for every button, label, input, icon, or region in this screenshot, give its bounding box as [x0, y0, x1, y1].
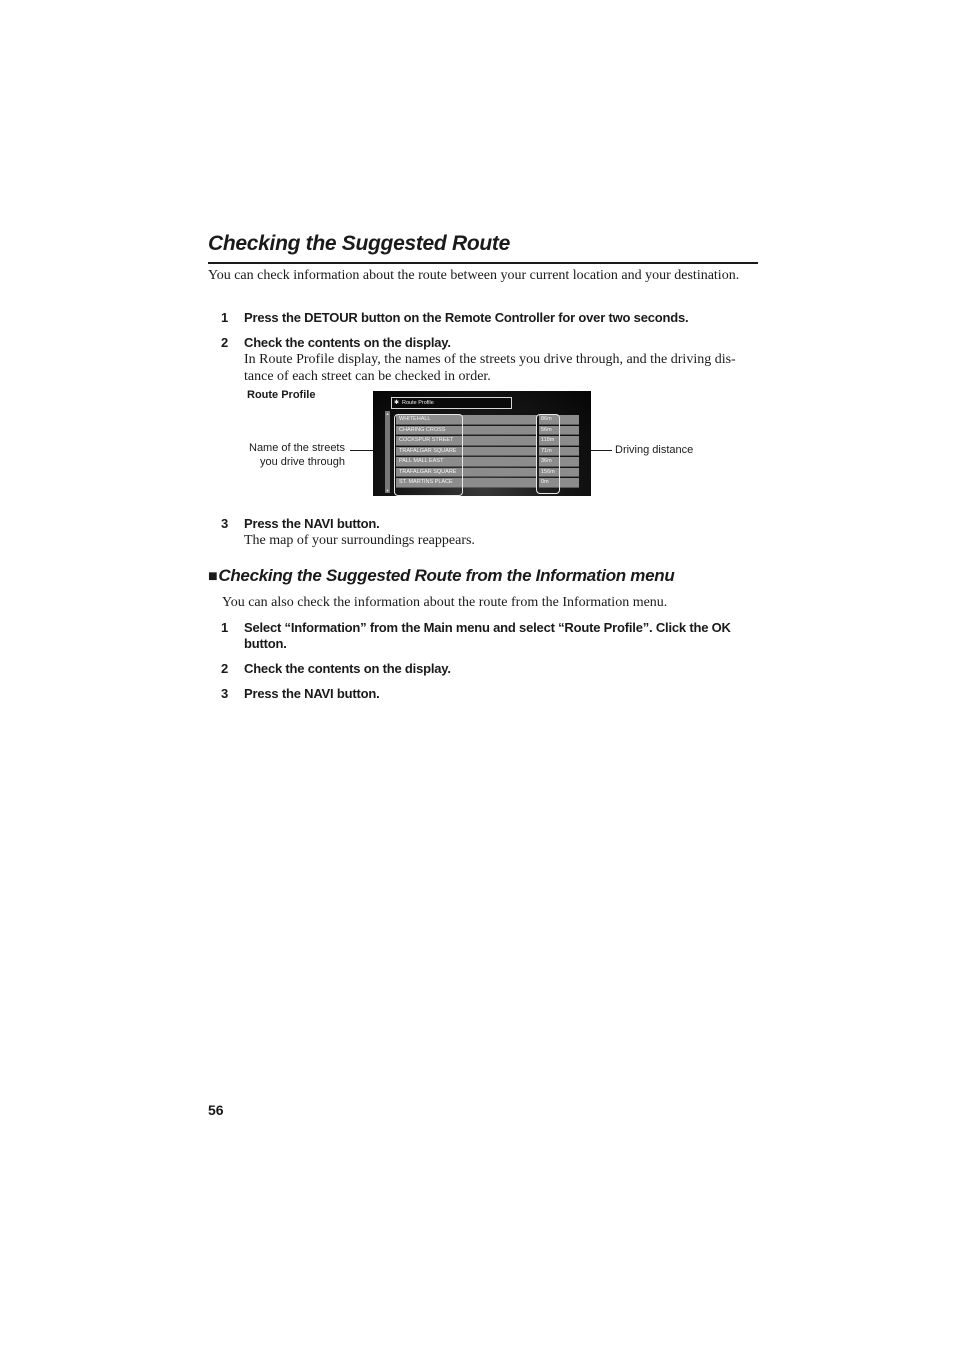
street-name: ST. MARTINS PLACE: [396, 478, 537, 488]
section-title-text: Checking the Suggested Route from the Information menu: [218, 566, 675, 585]
callout-right-label: Driving distance: [615, 444, 694, 456]
scroll-up-icon[interactable]: ▲: [385, 411, 390, 416]
route-profile-screen: [373, 391, 591, 496]
step-2-desc-line-2: tance of each street can be checked in order.: [244, 369, 491, 384]
section-title: [208, 566, 674, 586]
figure-caption: Route Profile: [247, 389, 316, 401]
section-step-1-text-line-1: Select “Information” from the Main menu and select “Route Profile”. Click the OK: [244, 620, 731, 635]
step-2-desc-line-1: In Route Profile display, the names of the streets you drive through, and the driving dis-: [244, 352, 736, 367]
step-3-text: Press the NAVI button.: [244, 516, 380, 531]
section-step-1-number: 1: [221, 620, 229, 635]
scroll-down-icon[interactable]: ▼: [385, 488, 390, 493]
street-name: WHITEHALL: [396, 415, 537, 425]
scrollbar[interactable]: [385, 411, 390, 493]
page-title: Checking the Suggested Route: [208, 232, 510, 255]
street-name: CHARING CROSS: [396, 426, 537, 436]
section-step-3-number: 3: [221, 686, 229, 701]
section-marker: ■: [208, 568, 218, 585]
intro-text: You can check information about the route between your current location and your destination.: [208, 268, 740, 283]
street-distance: 0m: [539, 478, 579, 488]
street-name: TRAFALGAR SQUARE: [396, 468, 537, 478]
section-step-1-text-line-2: button.: [244, 636, 287, 651]
callout-left-line-1: Name of the streets: [249, 442, 345, 454]
street-distance: 156m: [539, 468, 579, 478]
step-1-number: 1: [221, 310, 229, 325]
street-names-highlight: [394, 414, 463, 496]
street-name: TRAFALGAR SQUARE: [396, 447, 537, 457]
route-icon: ✱: [394, 400, 400, 406]
section-step-3-text: Press the NAVI button.: [244, 686, 380, 701]
street-distance: 71m: [539, 447, 579, 457]
callout-left-line-2: you drive through: [260, 456, 345, 468]
section-intro: You can also check the information about the route from the Information menu.: [222, 595, 668, 610]
title-rule: [208, 262, 758, 264]
step-3-number: 3: [221, 516, 229, 531]
section-step-2-text: Check the contents on the display.: [244, 661, 451, 676]
screen-title-text: Route Profile: [402, 400, 434, 406]
street-name: COCKSPUR STREET: [396, 436, 537, 446]
street-distance: 86m: [539, 415, 579, 425]
screen-title-bar: [391, 397, 512, 409]
step-2-number: 2: [221, 335, 229, 350]
distance-highlight: [536, 414, 560, 494]
step-2-text: Check the contents on the display.: [244, 335, 451, 350]
step-1-text: Press the DETOUR button on the Remote Controller for over two seconds.: [244, 310, 689, 325]
page-number: 56: [208, 1102, 224, 1118]
street-distance: 56m: [539, 426, 579, 436]
step-3-desc: The map of your surroundings reappears.: [244, 533, 475, 548]
street-name: PALL MALL EAST: [396, 457, 537, 467]
street-distance: 118m: [539, 436, 579, 446]
street-distance: 36m: [539, 457, 579, 467]
section-step-2-number: 2: [221, 661, 229, 676]
